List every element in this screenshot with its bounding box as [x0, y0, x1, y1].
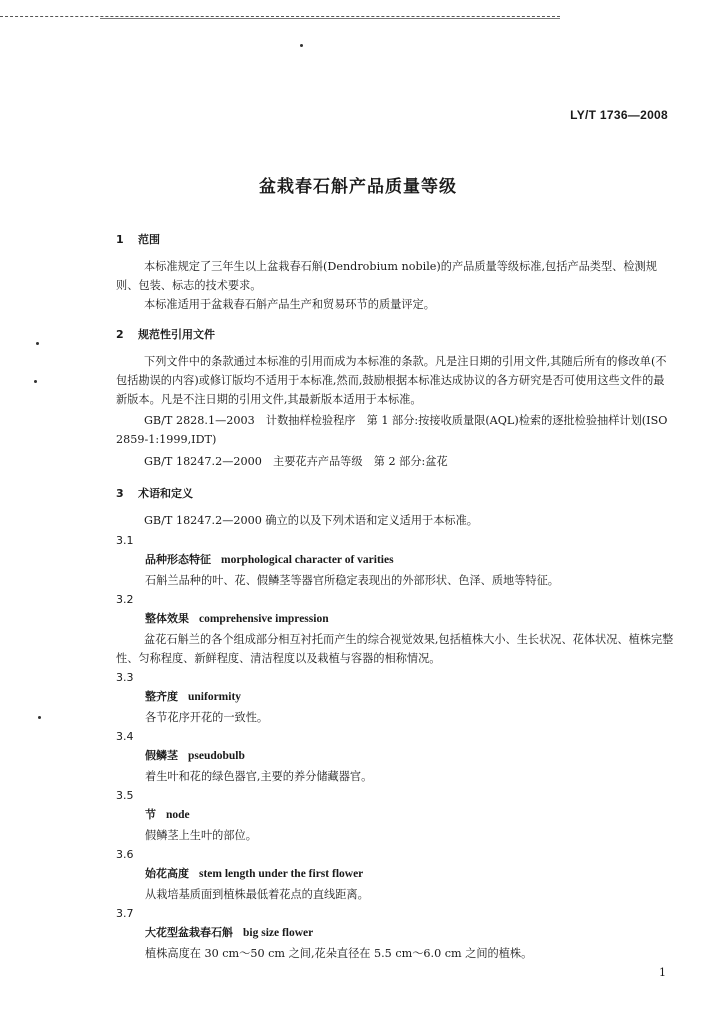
- term-heading: 始花高度 stem length under the first flower: [145, 867, 364, 880]
- term-definition: 石斛兰品种的叶、花、假鳞茎等器官所稳定表现出的外部形状、色泽、质地等特征。: [145, 574, 559, 587]
- paragraph: GB/T 18247.2—2000 确立的以及下列术语和定义适用于本标准。: [144, 514, 478, 527]
- term-heading: 大花型盆栽春石斛 big size flower: [145, 926, 314, 939]
- term-definition: 盆花石斛兰的各个组成部分相互衬托而产生的综合视觉效果,包括植株大小、生长状况、花体状况、植株完整性、匀称程度、新鲜程度、清洁程度以及栽植与容器的相称情况。: [116, 633, 674, 665]
- document-title: 盆栽春石斛产品质量等级: [259, 177, 457, 197]
- scan-speck: [36, 342, 39, 345]
- clause-number: 3.3: [116, 671, 134, 684]
- page-number: 1: [659, 966, 666, 979]
- clause-number: 3.6: [116, 848, 134, 861]
- scan-artifact-line: [100, 18, 560, 19]
- clause-number: 3.2: [116, 593, 134, 606]
- section-heading: 1 范围: [116, 233, 160, 246]
- term-definition: 假鳞茎上生叶的部位。: [145, 829, 257, 842]
- reference-item: GB/T 2828.1—2003 计数抽样检验程序 第 1 部分:按接收质量限(AQL)检索的逐批检验抽样计划(ISO 2859-1:1999,IDT): [116, 414, 668, 446]
- paragraph: 下列文件中的条款通过本标准的引用而成为本标准的条款。凡是注日期的引用文件,其随后所有的修改单(不包括勘误的内容)或修订版均不适用于本标准,然而,鼓励根据本标准达成协议的各方研究是否可使用这些文件的最新版本。凡是不注日期的引用文件,其最新版本适用于本标准。: [116, 355, 667, 406]
- scan-speck: [38, 716, 41, 719]
- term-definition: 从栽培基质面到植株最低着花点的直线距离。: [145, 888, 369, 901]
- clause-number: 3.7: [116, 907, 134, 920]
- term-heading: 假鳞茎 pseudobulb: [145, 749, 245, 762]
- section-heading: 3 术语和定义: [116, 487, 193, 500]
- scan-speck: [300, 44, 303, 47]
- standard-number: LY/T 1736—2008: [570, 108, 668, 122]
- section-heading: 2 规范性引用文件: [116, 328, 215, 341]
- clause-number: 3.5: [116, 789, 134, 802]
- term-heading: 整体效果 comprehensive impression: [145, 612, 329, 625]
- scan-artifact-line: [0, 16, 560, 17]
- term-heading: 整齐度 uniformity: [145, 690, 242, 703]
- paragraph: 本标准适用于盆栽春石斛产品生产和贸易环节的质量评定。: [144, 298, 435, 311]
- clause-number: 3.4: [116, 730, 134, 743]
- term-definition: 着生叶和花的绿色器官,主要的养分储藏器官。: [145, 770, 373, 783]
- paragraph: 本标准规定了三年生以上盆栽春石斛(Dendrobium nobile)的产品质量等级标准,包括产品类型、检测规则、包装、标志的技术要求。: [116, 260, 657, 292]
- term-definition: 植株高度在 30 cm～50 cm 之间,花朵直径在 5.5 cm～6.0 cm 之间的植株。: [145, 947, 533, 960]
- clause-number: 3.1: [116, 534, 134, 547]
- scan-speck: [34, 380, 37, 383]
- term-definition: 各节花序开花的一致性。: [145, 711, 269, 724]
- reference-item: GB/T 18247.2—2000 主要花卉产品等级 第 2 部分:盆花: [144, 455, 448, 468]
- term-heading: 节 node: [145, 808, 190, 821]
- term-heading: 品种形态特征 morphological character of varities: [145, 553, 394, 566]
